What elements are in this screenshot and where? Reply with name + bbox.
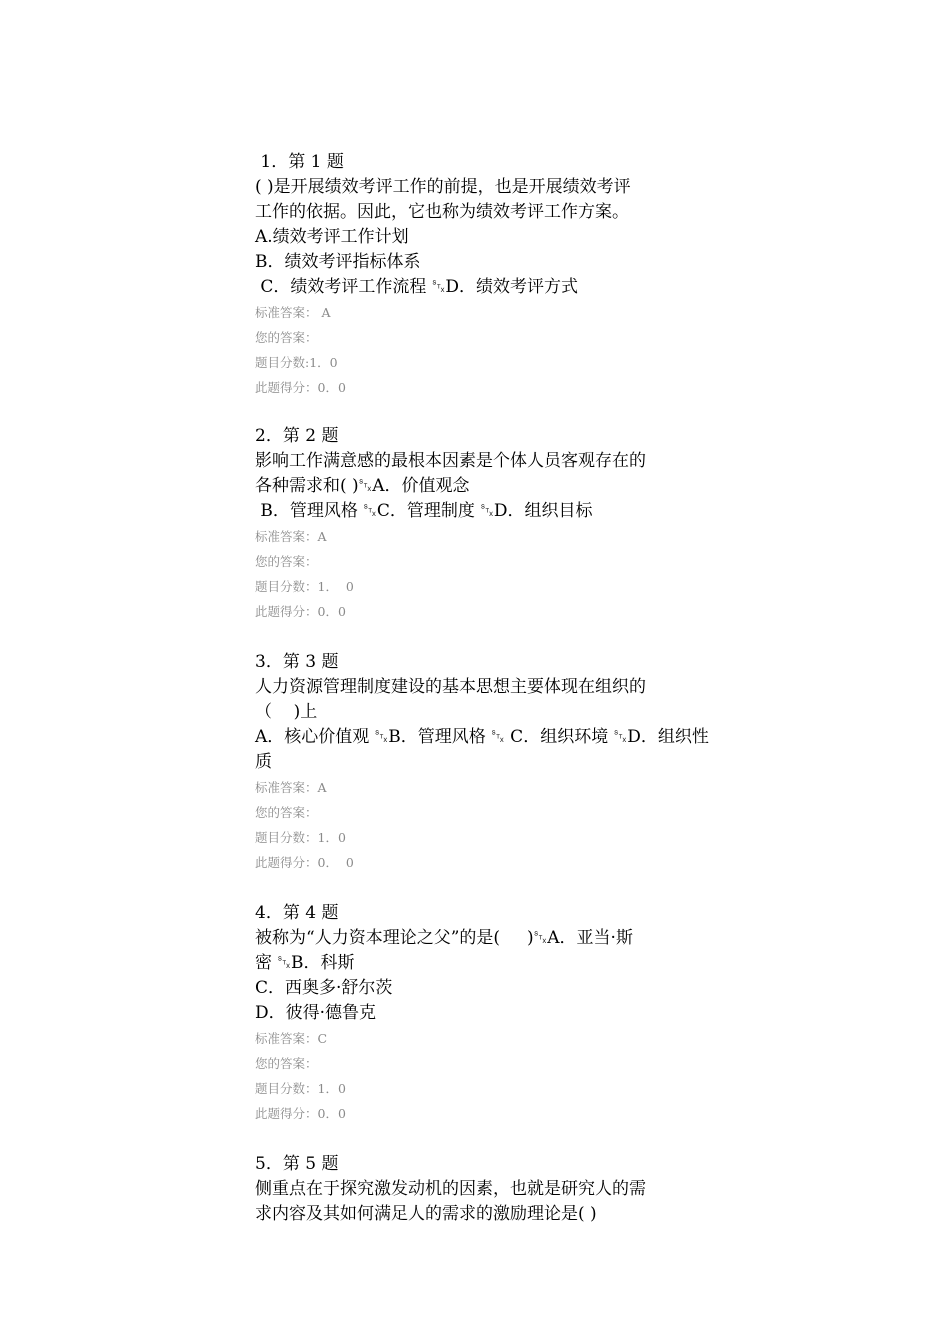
question-title: 4．第 4 题: [255, 903, 339, 923]
question-text: 影响工作满意感的最根本因素是个体人员客观存在的: [255, 451, 646, 471]
question-title: 3．第 3 题: [255, 652, 339, 672]
option-line: C．绩效考评工作流程 ␂D．绩效考评方式: [255, 277, 579, 297]
question-1: [255, 150, 715, 400]
your-answer: 您的答案：: [255, 805, 318, 820]
question-text: 人力资源管理制度建设的基本思想主要体现在组织的: [255, 677, 646, 697]
standard-answer: 标准答案：A: [255, 780, 327, 795]
option-line: B．管理风格 ␂C．管理制度 ␂D．组织目标: [255, 501, 593, 521]
option-line: A.绩效考评工作计划: [255, 227, 409, 247]
earned-score: 此题得分：0．0: [255, 380, 346, 395]
option-line: C．西奥多·舒尔茨: [255, 978, 393, 998]
option-line: 密 ␂B．科斯: [255, 953, 355, 973]
question-text: 被称为“人力资本理论之父”的是( )␂A．亚当·斯: [255, 928, 633, 948]
standard-answer: 标准答案：A: [255, 529, 327, 544]
question-3: [255, 650, 715, 875]
option-line: 质: [255, 752, 272, 772]
question-score: 题目分数：1．0: [255, 1081, 346, 1096]
question-title: 1．第 1 题: [255, 152, 344, 172]
question-text: （ )上: [255, 702, 318, 722]
question-title: 2．第 2 题: [255, 426, 339, 446]
question-4: [255, 901, 715, 1126]
earned-score: 此题得分：0．0: [255, 604, 346, 619]
option-line: D．彼得·德鲁克: [255, 1003, 377, 1023]
question-title: 5．第 5 题: [255, 1154, 339, 1174]
standard-answer: 标准答案： A: [255, 305, 331, 320]
standard-answer: 标准答案：C: [255, 1031, 328, 1046]
your-answer: 您的答案：: [255, 1056, 318, 1071]
question-score: 题目分数:1．0: [255, 355, 338, 370]
question-text: 侧重点在于探究激发动机的因素，也就是研究人的需: [255, 1179, 646, 1199]
question-2: [255, 424, 715, 624]
earned-score: 此题得分：0．0: [255, 1106, 346, 1121]
option-line: A．核心价值观 ␂B．管理风格 ␂ C．组织环境 ␂D．组织性: [255, 727, 709, 747]
question-score: 题目分数：1．0: [255, 830, 346, 845]
question-text: 工作的依据。因此，它也称为绩效考评工作方案。: [255, 202, 629, 222]
option-line: B．绩效考评指标体系: [255, 252, 421, 272]
question-text: ( )是开展绩效考评工作的前提，也是开展绩效考评: [255, 177, 631, 197]
question-text: 各种需求和( )␂A．价值观念: [255, 476, 470, 496]
question-text: 求内容及其如何满足人的需求的激励理论是( ): [255, 1204, 597, 1224]
your-answer: 您的答案：: [255, 330, 318, 345]
question-score: 题目分数：1． 0: [255, 579, 354, 594]
your-answer: 您的答案：: [255, 554, 318, 569]
earned-score: 此题得分：0． 0: [255, 855, 354, 870]
question-5: [255, 1152, 715, 1227]
exam-content: [255, 150, 715, 1253]
